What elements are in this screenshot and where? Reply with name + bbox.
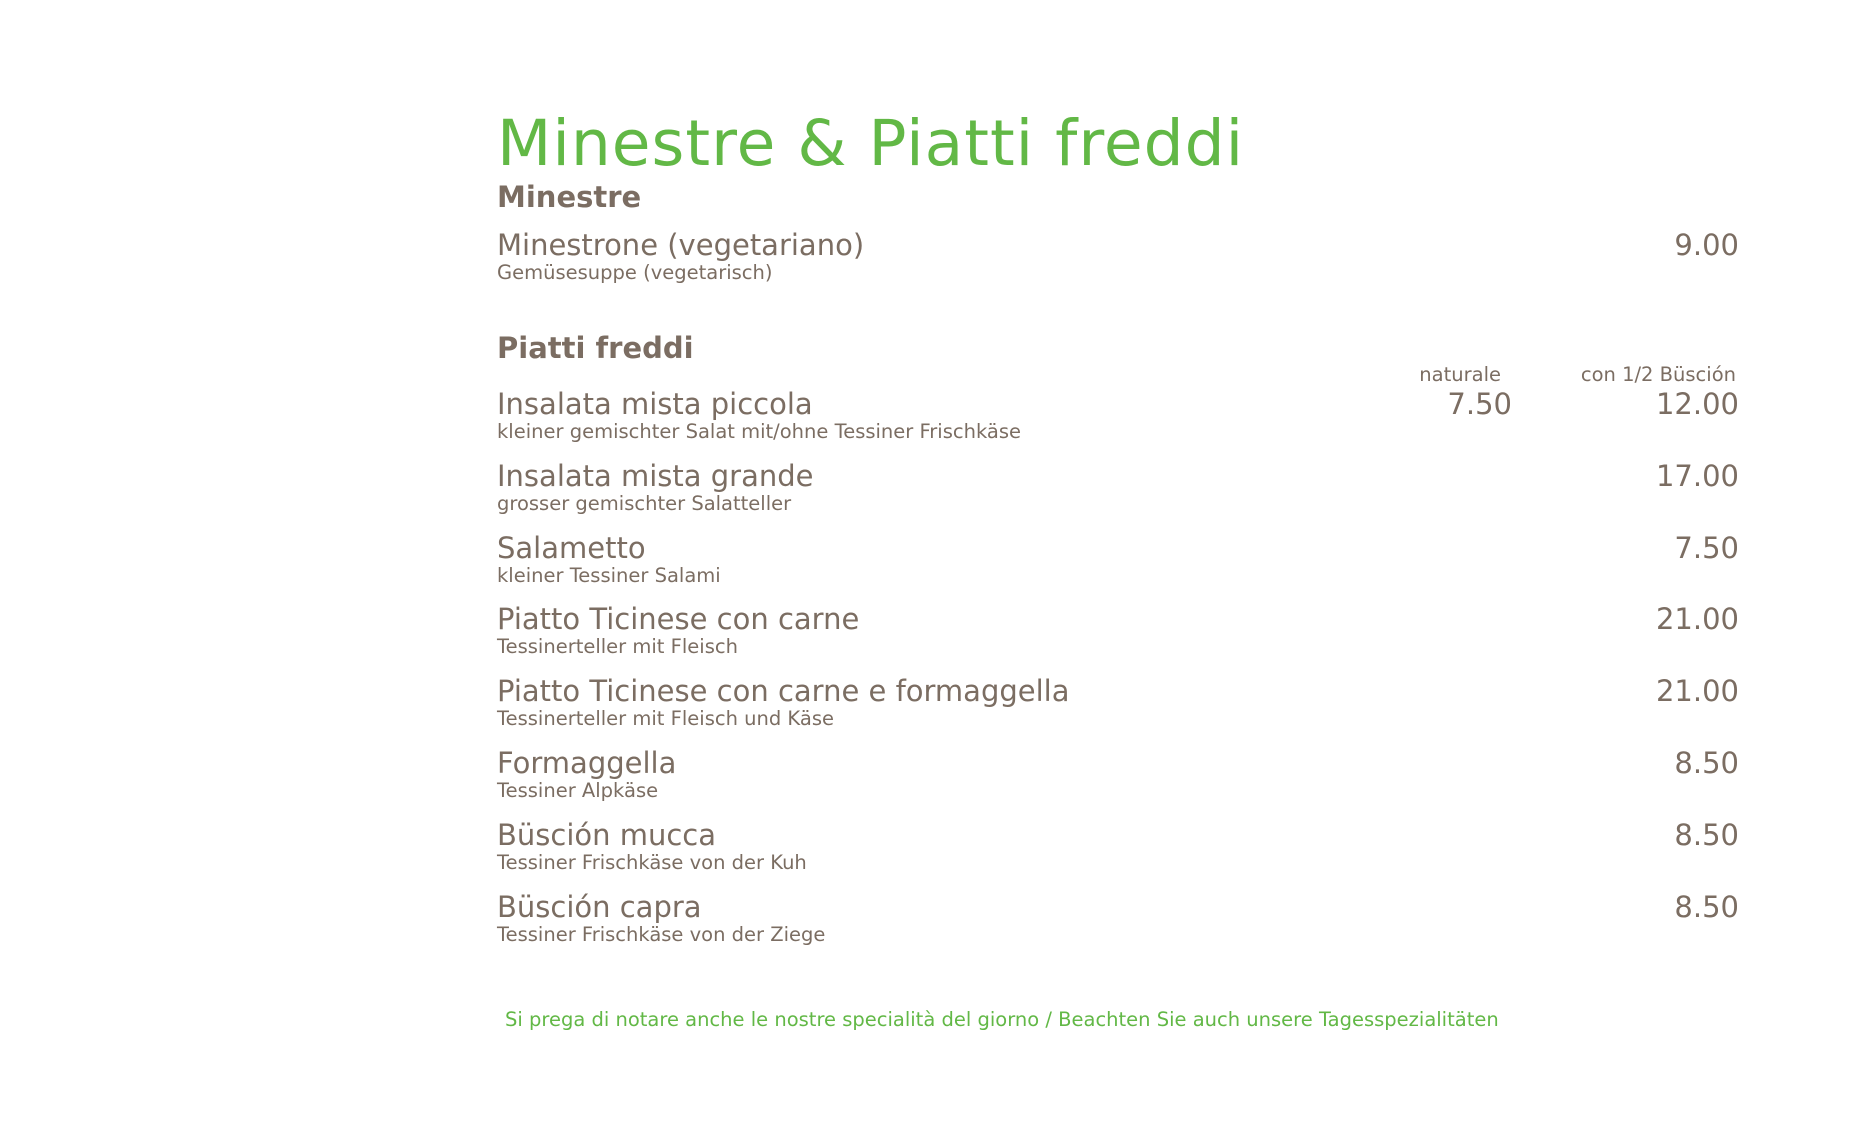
menu-item-price: 12.00 [1655, 387, 1739, 421]
menu-item-description: grosser gemischter Salatteller [497, 492, 792, 515]
menu-item-price: 21.00 [1655, 674, 1739, 708]
menu-item-description: Tessiner Alpkäse [497, 779, 659, 802]
menu-item-price: 21.00 [1655, 602, 1739, 636]
menu-item-price: 17.00 [1655, 459, 1739, 493]
menu-item-description: kleiner Tessiner Salami [497, 564, 721, 587]
menu-item-name: Büsción mucca [497, 818, 717, 852]
menu-item-name: Formaggella [497, 746, 677, 780]
menu-item-description: Gemüsesuppe (vegetarisch) [497, 261, 773, 284]
menu-item-price: 7.50 [1674, 531, 1739, 565]
menu-item-name: Piatto Ticinese con carne e formaggella [497, 674, 1070, 708]
menu-item-description: kleiner gemischter Salat mit/ohne Tessiner Frischkäse [497, 420, 1022, 443]
menu-item-name: Salametto [497, 531, 646, 565]
menu-item-price: 8.50 [1674, 746, 1739, 780]
menu-item-price: 9.00 [1674, 228, 1739, 262]
menu-item-description: Tessinerteller mit Fleisch und Käse [497, 707, 834, 730]
menu-item-price: 8.50 [1674, 818, 1739, 852]
menu-item-description: Tessinerteller mit Fleisch [497, 635, 738, 658]
menu-item-name: Büsción capra [497, 890, 702, 924]
menu-item-price-naturale: 7.50 [1447, 387, 1512, 421]
menu-item-price: 8.50 [1674, 890, 1739, 924]
menu-item-name: Minestrone (vegetariano) [497, 228, 865, 262]
menu-item-description: Tessiner Frischkäse von der Ziege [497, 923, 826, 946]
section-heading-minestre: Minestre [497, 180, 642, 214]
menu-item-name: Piatto Ticinese con carne [497, 602, 860, 636]
page-title: Minestre & Piatti freddi [497, 107, 1245, 181]
menu-item-description: Tessiner Frischkäse von der Kuh [497, 851, 807, 874]
footer-note: Si prega di notare anche le nostre specialità del giorno / Beachten Sie auch unsere Tagesspezialitäten [505, 1008, 1499, 1031]
menu-item-name: Insalata mista piccola [497, 387, 813, 421]
column-header-naturale: naturale [1419, 363, 1501, 386]
menu-item-name: Insalata mista grande [497, 459, 814, 493]
section-heading-piatti-freddi: Piatti freddi [497, 331, 694, 365]
column-header-con-buscion: con 1/2 Büsción [1580, 363, 1736, 386]
